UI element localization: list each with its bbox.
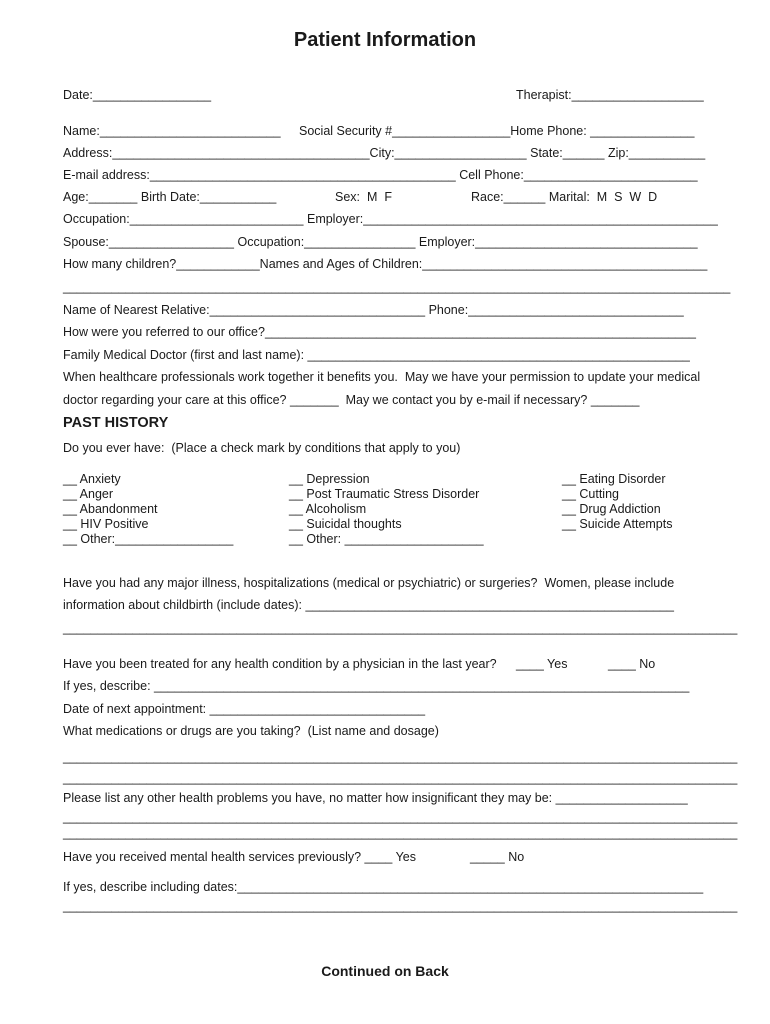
ssn-home-phone-field[interactable]: Social Security #_________________Home Phone: _______________	[299, 124, 695, 138]
sex-field[interactable]: Sex: M F	[335, 190, 392, 204]
illness-blank-line[interactable]: _________________________________________________________________________________________________	[63, 621, 738, 635]
next-appointment-field[interactable]: Date of next appointment: _______________________________	[63, 702, 426, 716]
condition-suicidal-thoughts[interactable]: __ Suicidal thoughts	[289, 517, 402, 531]
treated-question: Have you been treated for any health condition by a physician in the last year?	[63, 657, 497, 671]
medications-question: What medications or drugs are you taking? (List name and dosage)	[63, 724, 439, 738]
date-field[interactable]: Date:_________________	[63, 88, 212, 102]
referral-field[interactable]: How were you referred to our office?______________________________________________________________	[63, 325, 696, 339]
conditions-column-3	[562, 472, 672, 532]
page-title: Patient Information	[293, 29, 477, 51]
mental-health-no-option[interactable]: _____ No	[470, 850, 525, 864]
permission-answer-field[interactable]: doctor regarding your care at this office? _______ May we contact you by e-mail if necessary? _______	[63, 393, 640, 407]
occupation-employer-field[interactable]: Occupation:_________________________ Employer:___________________________________________________	[63, 212, 718, 226]
condition-alcoholism[interactable]: __ Alcoholism	[289, 502, 367, 516]
continued-on-back: Continued on Back	[321, 963, 449, 979]
treated-yes-option[interactable]: ____ Yes	[516, 657, 568, 671]
condition-other-1[interactable]: __ Other:_________________	[63, 532, 234, 546]
other-problems-blank-line-1[interactable]: _________________________________________________________________________________________________	[63, 810, 738, 824]
condition-depression[interactable]: __ Depression	[289, 472, 370, 486]
other-problems-blank-line-2[interactable]: _________________________________________________________________________________________________	[63, 826, 738, 840]
family-doctor-field[interactable]: Family Medical Doctor (first and last name): _______________________________________________________	[63, 348, 690, 362]
mental-health-blank-line[interactable]: _________________________________________________________________________________________________	[63, 899, 738, 913]
name-field[interactable]: Name:__________________________	[63, 124, 281, 138]
childbirth-field[interactable]: information about childbirth (include dates): _____________________________________________________	[63, 598, 674, 612]
mental-health-question[interactable]: Have you received mental health services previously? ____ Yes	[63, 850, 416, 864]
condition-anxiety[interactable]: __ Anxiety	[63, 472, 121, 486]
permission-text: When healthcare professionals work together it benefits you. May we have your permission to update your medical	[63, 370, 701, 384]
children-blank-line[interactable]: ________________________________________________________________________________________________	[63, 280, 731, 294]
condition-drug-addiction[interactable]: __ Drug Addiction	[562, 502, 661, 516]
condition-suicide-attempts[interactable]: __ Suicide Attempts	[562, 517, 673, 531]
other-problems-field[interactable]: Please list any other health problems you have, no matter how insignificant they may be: ___________________	[63, 791, 688, 805]
race-marital-field[interactable]: Race:______ Marital: M S W D	[471, 190, 658, 204]
mental-health-describe-field[interactable]: If yes, describe including dates:___________________________________________________________________	[63, 880, 704, 894]
children-field[interactable]: How many children?____________Names and Ages of Children:_________________________________________	[63, 257, 708, 271]
past-history-heading: PAST HISTORY	[63, 415, 169, 431]
medications-blank-line-2[interactable]: _________________________________________________________________________________________________	[63, 771, 738, 785]
address-field[interactable]: Address:_____________________________________City:___________________ State:______ Zip:___________	[63, 146, 706, 160]
age-birth-date-field[interactable]: Age:_______ Birth Date:___________	[63, 190, 277, 204]
condition-abandonment[interactable]: __ Abandonment	[63, 502, 158, 516]
therapist-field[interactable]: Therapist:___________________	[516, 88, 704, 102]
medications-blank-line-1[interactable]: _________________________________________________________________________________________________	[63, 750, 738, 764]
treated-describe-field[interactable]: If yes, describe: _____________________________________________________________________________	[63, 679, 690, 693]
condition-hiv-positive[interactable]: __ HIV Positive	[63, 517, 149, 531]
illness-question: Have you had any major illness, hospitalizations (medical or psychiatric) or surgeries? Women, please include	[63, 576, 675, 590]
condition-other-2[interactable]: __ Other: ____________________	[289, 532, 484, 546]
spouse-field[interactable]: Spouse:__________________ Occupation:________________ Employer:________________________________	[63, 235, 698, 249]
condition-ptsd[interactable]: __ Post Traumatic Stress Disorder	[289, 487, 480, 501]
condition-cutting[interactable]: __ Cutting	[562, 487, 619, 501]
condition-eating-disorder[interactable]: __ Eating Disorder	[562, 472, 666, 486]
nearest-relative-field[interactable]: Name of Nearest Relative:_______________________________ Phone:_______________________________	[63, 303, 684, 317]
condition-anger[interactable]: __ Anger	[63, 487, 114, 501]
conditions-column-2	[289, 472, 484, 547]
conditions-column-1	[63, 472, 233, 547]
email-cell-field[interactable]: E-mail address:____________________________________________ Cell Phone:_________________________	[63, 168, 698, 182]
treated-no-option[interactable]: ____ No	[608, 657, 656, 671]
past-history-instruction: Do you ever have: (Place a check mark by conditions that apply to you)	[63, 441, 461, 455]
